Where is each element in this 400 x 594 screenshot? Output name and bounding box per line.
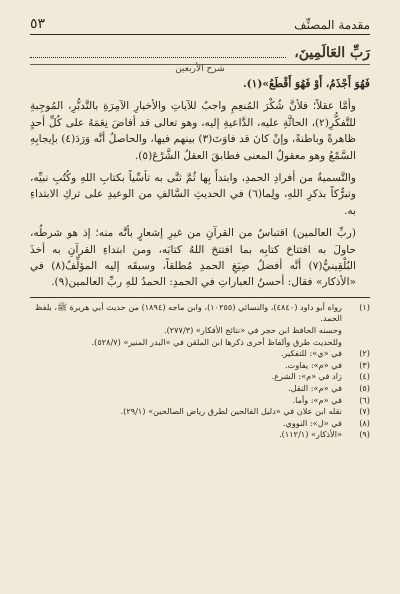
footnote xyxy=(30,406,370,418)
footnote-text: في «م»: النقل. xyxy=(288,383,342,394)
footnotes xyxy=(30,302,370,441)
footnote-number: (٦) xyxy=(359,394,370,405)
footnote-text: في «م»: يفاوت. xyxy=(285,359,342,370)
footnote-number: (٢) xyxy=(359,348,370,359)
footnote-continuation xyxy=(30,325,370,337)
footnote xyxy=(30,383,370,395)
band-label: شرح الأربعين xyxy=(175,64,225,74)
paragraph-2: وأمَّا عقلاً؛ فلأنَّ شُكْرَ المُنعِمِ واجبٌ للآياتِ والأخبارِ الآمِرَةِ بالتَّدبُّرِ، المُوجِبةِ للتَّفكُّرِ(٢)، الحاثَّةِ عليه، الدَّاعيةِ إليه، وهو تعالى قد أفاضَ نِعَمَهُ على كُلِّ أحدٍ ظاهرةً وباطنةً، وإنْ كانَ قد فاوَتَ(٣) بينهم فيها، والحاصلُ أنَّه وَرَدَ(٤) بإيجابِهِ السَّمْعُ وهو معقولُ المعنى فطابقَ العقلُ الشَّرْعَ(٥). xyxy=(30,100,357,162)
footnote xyxy=(30,348,370,360)
footnote xyxy=(30,302,370,325)
commentary-band xyxy=(30,64,370,75)
footnote-text: في «ل»: النووي. xyxy=(282,417,342,428)
footnote xyxy=(30,429,370,441)
section-heading-row xyxy=(30,45,370,61)
paragraph-3: والتَّسميةُ من أفرادِ الحمدِ، وابتدأَ بِها ثُمَّ ثنَّى به تأسِّياً بكتابِ اللهِ وكُتُبِ نبيِّه، وتبرُّكاً بذكرِ اللهِ، ولِما(٦) في الحديثِ السَّالفِ من الوعيدِ على تركِ الابتداءِ به. xyxy=(30,172,356,217)
page-number: ٥٣ xyxy=(30,16,46,32)
footnote xyxy=(30,395,370,407)
footnote xyxy=(30,360,370,372)
footnote-number: (٧) xyxy=(359,406,370,417)
footnote-text: نقله ابن علان في «دليل الفالحين لطرق رياض الصالحين» (٢٩/١). xyxy=(120,406,342,417)
footnote-number: (٨) xyxy=(359,417,370,428)
section-heading: رَبِّ العَالَمِينَ، xyxy=(294,45,370,61)
paragraph-4: (ربِّ العالمين) اقتباسٌ من القرآنِ من غيرِ إشعارٍ بأنَّه منه؛ إذ هو شرطُه، حاولَ به افتتاحَ كتابِه بما افتتحَ اللهُ كتابَه، ومن ابتداءِ القرآنِ به أخذَ البُلْقِينيُّ(٧) أنَّه أفضلُ صِيَغِ الحمدِ مُطلقاً، وسبقَه إليه المؤلِّفُ(٨) في «الأذكار» فقال: أحسنُ العباراتِ في الحمدِ: الحمدُ للهِ ربِّ العالمين(٩). xyxy=(30,227,356,289)
footnote-separator xyxy=(30,297,370,298)
footnote-text: رواه أبو داود (٤٨٤٠)، والنسائي (١٠٢٥٥)، وابن ماجه (١٨٩٤) من حديث أبي هريرة ﷺ، بلفظ الحمد. xyxy=(34,301,342,324)
footnote-number: (١) xyxy=(359,301,370,312)
running-title: مقدمة المصنِّف xyxy=(294,18,370,32)
footnote-number: (٩) xyxy=(359,429,370,440)
footnote xyxy=(30,371,370,383)
footnote-text: في «م»: وأما. xyxy=(292,394,342,405)
footnote-continuation xyxy=(30,337,370,349)
footnote-text: في «ي»: للتفكير. xyxy=(280,348,342,359)
page-header xyxy=(30,10,370,35)
footnote-number: (٣) xyxy=(359,359,370,370)
dotted-leader xyxy=(30,49,286,58)
footnote-text: زاد في «م»: الشرع. xyxy=(271,371,342,382)
footnote-text: وللحديث طرق وألفاظ أخرى ذكرها ابن الملقن في «البدر المنير» (٥٢٨/٧). xyxy=(91,336,342,347)
footnote-text: «الأذكار» (١١٢/١). xyxy=(279,429,342,440)
footnote-number: (٥) xyxy=(359,383,370,394)
footnote xyxy=(30,418,370,430)
paragraph-1: فَهُوَ أَجْذَمُ، أَوْ فَهُوَ أَقْطَعُ»(١). xyxy=(242,78,370,90)
main-text xyxy=(30,76,370,291)
footnote-number: (٤) xyxy=(359,371,370,382)
footnote-text: وحسنه الحافظ ابن حجر في «نتائج الأفكار» (٢٧٧/٣). xyxy=(163,325,342,336)
